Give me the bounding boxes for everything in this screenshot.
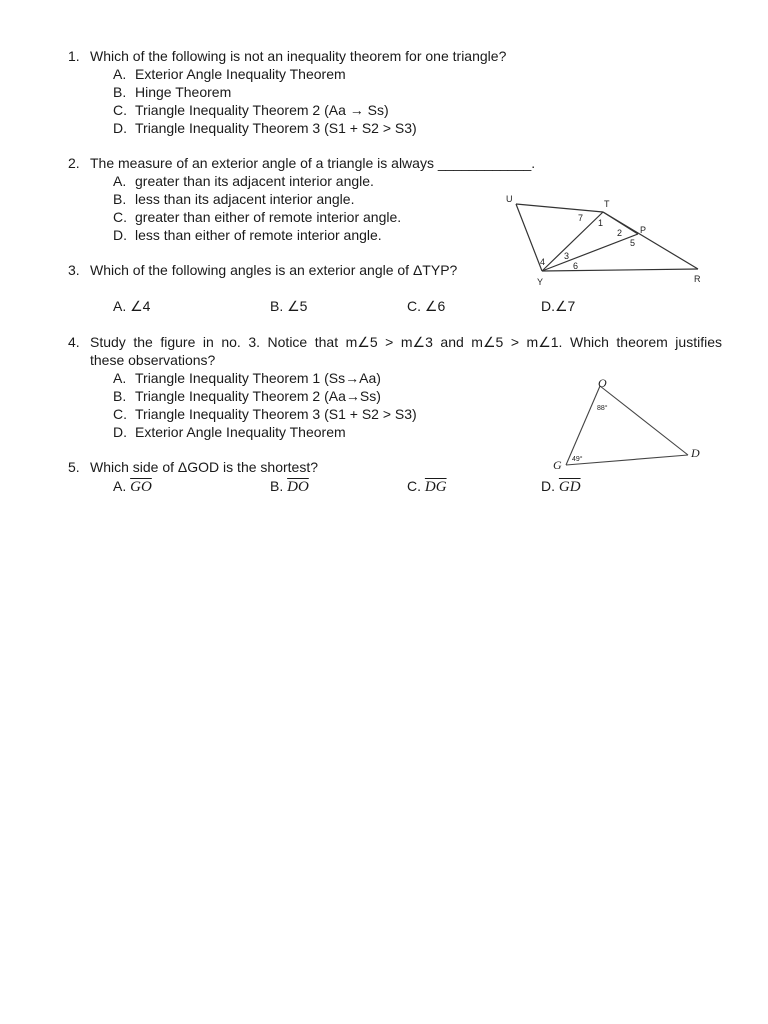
q2-option-b-letter: B. <box>113 191 127 207</box>
q2-option-d: less than either of remote interior angle. <box>135 227 382 243</box>
q5-number: 5. <box>68 459 80 475</box>
q4-option-a-letter: A. <box>113 370 127 386</box>
vertex-label-o: O <box>598 376 607 390</box>
q3-option-a: A. ∠4 <box>113 298 151 314</box>
q4-option-b: Triangle Inequality Theorem 2 (Aa→Ss) <box>135 388 381 404</box>
q3-option-c: C. ∠6 <box>407 298 446 314</box>
q4-option-a: Triangle Inequality Theorem 1 (Ss→Aa) <box>135 370 381 386</box>
triangle-figure-tyr <box>500 190 710 290</box>
angle-label-5: 5 <box>630 238 636 248</box>
segment-yr <box>542 269 698 271</box>
q3-stem: Which of the following angles is an exterior angle of ΔTYP? <box>90 262 458 278</box>
q5-option-a-letter: A. <box>113 478 127 494</box>
angle-label-7: 7 <box>578 213 584 223</box>
q3-option-d: D.∠7 <box>541 298 576 314</box>
vertex-label-u: U <box>506 194 513 204</box>
q5-option-d <box>541 477 581 496</box>
q5-option-b <box>270 477 309 496</box>
q5-option-a-segment: $\overline{GO}$ <box>130 479 152 495</box>
q4-option-d: Exterior Angle Inequality Theorem <box>135 424 346 440</box>
vertex-label-g: G <box>553 458 562 472</box>
q1-option-a: Exterior Angle Inequality Theorem <box>135 66 346 82</box>
q1-option-d: Triangle Inequality Theorem 3 (S1 + S2 > S3) <box>135 120 417 136</box>
q4-option-c: Triangle Inequality Theorem 3 (S1 + S2 > S3) <box>135 406 417 422</box>
q2-option-b: less than its adjacent interior angle. <box>135 191 355 207</box>
q5-option-a <box>113 477 152 496</box>
angle-label-6: 6 <box>573 261 579 271</box>
q2-number: 2. <box>68 155 80 171</box>
q1-option-b: Hinge Theorem <box>135 84 232 100</box>
q4-option-c-letter: C. <box>113 406 127 422</box>
vertex-label-r: R <box>694 274 701 284</box>
q5-stem: Which side of ΔGOD is the shortest? <box>90 459 318 475</box>
angle-o-measure: 88° <box>597 405 608 412</box>
q5-option-b-segment: $\overline{DO}$ <box>287 479 309 495</box>
q4-option-d-letter: D. <box>113 424 127 440</box>
angle-label-4: 4 <box>540 257 546 267</box>
q5-option-d-segment: $\overline{GD}$ <box>558 479 581 495</box>
triangle-figure-god <box>548 372 708 472</box>
q2-option-a: greater than its adjacent interior angle. <box>135 173 374 189</box>
q1-number: 1. <box>68 48 80 64</box>
q2-option-c: greater than either of remote interior angle. <box>135 209 402 225</box>
segment-gd <box>566 455 688 465</box>
q1-option-d-letter: D. <box>113 120 127 136</box>
vertex-label-t: T <box>604 199 610 209</box>
q1-option-c-letter: C. <box>113 102 127 118</box>
q2-option-c-letter: C. <box>113 209 127 225</box>
q5-option-d-letter: D. <box>541 478 555 494</box>
vertex-label-y: Y <box>537 277 544 287</box>
angle-label-2: 2 <box>617 228 623 238</box>
segment-go <box>566 386 600 465</box>
q3-option-b: B. ∠5 <box>270 298 308 314</box>
q5-option-c-letter: C. <box>407 478 421 494</box>
q4-number: 4. <box>68 334 80 350</box>
q1-option-c: Triangle Inequality Theorem 2 (Aa → Ss) <box>135 102 389 118</box>
q4-stem-line-1: Study the figure in no. 3. Notice that m∠5 > m∠3 and m∠5 > m∠1. Which theorem justifies <box>90 334 722 350</box>
vertex-label-d: D <box>691 446 700 460</box>
q5-option-c-segment: $\overline{DG}$ <box>424 479 447 495</box>
angle-g-measure: 49° <box>572 456 583 463</box>
segment-od <box>600 386 688 455</box>
q3-number: 3. <box>68 262 80 278</box>
q2-option-d-letter: D. <box>113 227 127 243</box>
segment-yp <box>542 234 638 271</box>
q5-option-b-letter: B. <box>270 478 284 494</box>
q1-stem: Which of the following is not an inequality theorem for one triangle? <box>90 48 507 64</box>
angle-label-1: 1 <box>598 218 604 228</box>
q2-option-a-letter: A. <box>113 173 127 189</box>
q4-stem-line-2: these observations? <box>90 352 216 368</box>
q2-stem: The measure of an exterior angle of a triangle is always ____________. <box>90 155 536 171</box>
q1-option-a-letter: A. <box>113 66 127 82</box>
q5-option-c <box>407 477 447 496</box>
q4-option-b-letter: B. <box>113 388 127 404</box>
vertex-label-p: P <box>640 225 647 235</box>
angle-label-3: 3 <box>564 251 570 261</box>
segment-ut <box>516 204 603 212</box>
q1-option-b-letter: B. <box>113 84 127 100</box>
segment-uy <box>516 204 542 271</box>
